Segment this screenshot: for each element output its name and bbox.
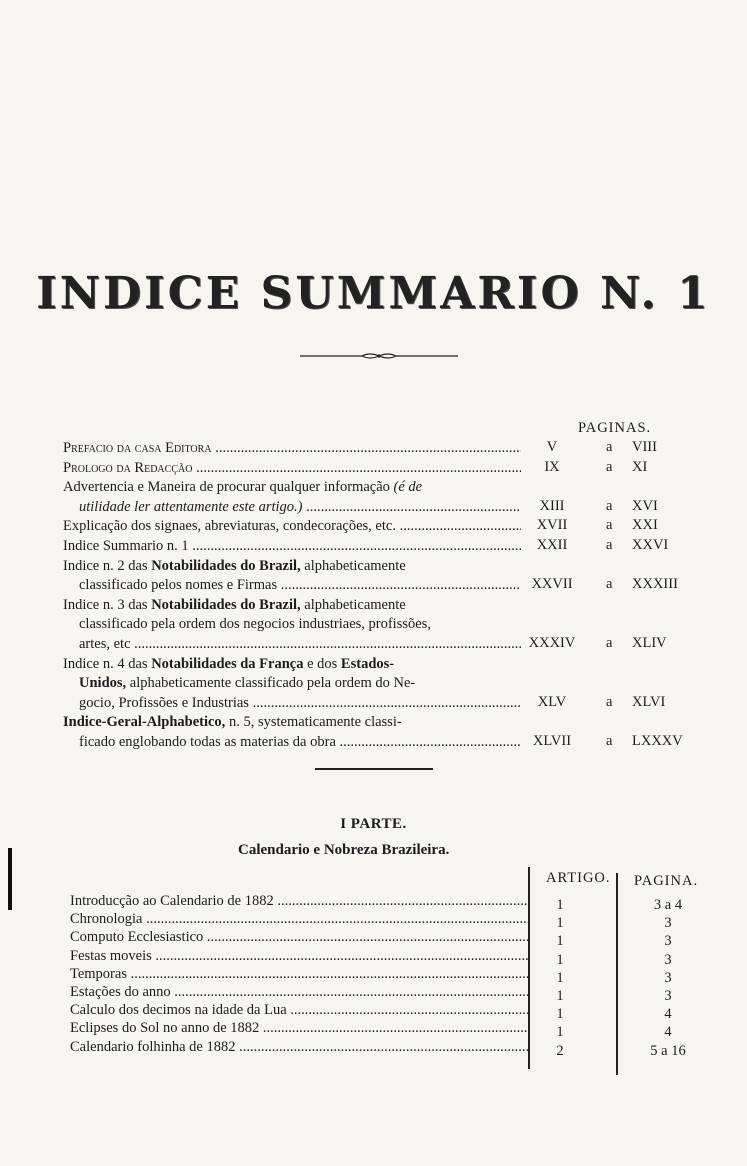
table-row-label: Festas moveis ..... [70, 947, 528, 967]
page-to: LXXXV [632, 733, 683, 749]
table-row-label: Computo Ecclesiastico ..... [70, 928, 528, 948]
table-row-label: Calendario folhinha de 1882 ..... [70, 1038, 528, 1058]
table-row [70, 1001, 528, 1021]
index-entry-line [63, 557, 521, 577]
page-to: XLIV [632, 635, 667, 651]
index-entry [63, 655, 521, 714]
index-entry-text: Unidos, [79, 675, 127, 692]
part-subheading: Calendario e Nobreza Brazileira. [238, 842, 450, 858]
paginas-header: PAGINAS. [578, 420, 652, 436]
page-to: VIII [632, 439, 657, 455]
table-row-label: Calculo dos decimos na idade da Lua ..... [70, 1001, 528, 1021]
index-entry-line [63, 596, 521, 616]
table-row-artigo: 1 [556, 951, 564, 968]
index-entry-text: (é de [393, 479, 423, 496]
page-from: XXII [536, 537, 568, 553]
table-row-pagina: 4 [664, 1024, 672, 1041]
table-row-artigo: 1 [556, 988, 564, 1004]
table-row-label: Introducção ao Calendario de 1882 ..... [70, 892, 528, 912]
index-entry [63, 478, 521, 517]
page-to: XXVI [632, 537, 669, 553]
index-entry-text: e dos [303, 655, 341, 672]
table-row-artigo: 1 [556, 1024, 564, 1041]
table-row-artigo: 1 [556, 969, 564, 986]
page-a: a [606, 517, 613, 534]
index-entry-line [63, 439, 521, 459]
index-entry-text: Prefacio da casa Editora [63, 440, 212, 456]
index-entry-line [63, 615, 521, 635]
page-from: XXXIV [528, 635, 576, 651]
table-row-artigo: 1 [556, 1006, 564, 1023]
table-row-pagina: 3 [664, 933, 672, 950]
index-entry [63, 439, 521, 459]
index-entry-text: alphabeticamente [300, 557, 406, 574]
table-row-pagina: 3 [664, 915, 672, 932]
index-entry-line [63, 635, 521, 655]
index-entry-text: Advertencia e Maneira de procurar qualquer informação [63, 479, 394, 496]
column-rule-2 [616, 873, 618, 1075]
part-heading: I PARTE. [340, 816, 407, 832]
page-from: IX [544, 458, 560, 475]
page-a: a [606, 635, 613, 651]
index-entry-text: Indice n. 4 das [63, 655, 152, 672]
table-row-pagina: 4 [664, 1006, 672, 1023]
index-entry-text: classificado pelos nomes e Firmas [79, 577, 278, 594]
table-row [70, 965, 528, 985]
page-from: XLV [537, 693, 567, 710]
index-entry-text: Explicação dos signaes, abreviaturas, condecorações, etc. [63, 518, 396, 535]
index-entry-text: gocio, Profissões e Industrias [79, 694, 249, 711]
index-entry-text: n. 5, systematicamente classi- [225, 714, 402, 731]
index-entry-text: Prologo da Redacção [63, 459, 193, 476]
page-a: a [606, 576, 613, 593]
page-to: XI [632, 458, 648, 475]
index-entry-line [63, 576, 521, 596]
index-entry [63, 596, 521, 655]
index-entry-text: Estados- [340, 655, 395, 672]
index-entry-line [63, 674, 521, 694]
page-a: a [606, 458, 613, 475]
section-divider [315, 768, 433, 770]
index-entry [63, 713, 521, 752]
index-entry-text: Indice Summario n. 1 [63, 538, 189, 554]
table-row-artigo: 1 [556, 897, 564, 913]
index-entry [63, 459, 521, 479]
table-row [70, 892, 528, 912]
index-entry-line [63, 694, 521, 714]
index-entry-text: Indice n. 3 das [63, 596, 152, 613]
table-row-label: Chronologia ..... [70, 910, 528, 930]
index-entry-text: classificado pela ordem dos negocios industriaes, profissões, [79, 616, 431, 633]
page-from: XXVII [531, 576, 573, 593]
index-entry-line [63, 537, 521, 557]
index-entry-text: Indice n. 2 das [63, 557, 152, 574]
index-entry-text: Notabilidades do Brazil, [151, 596, 301, 613]
page-to: XLVI [632, 693, 666, 710]
column-rule-1 [528, 867, 530, 1069]
table-row-pagina: 3 [664, 951, 672, 968]
page-a: a [606, 537, 613, 553]
table-row-label: Estações do anno ..... [70, 983, 528, 1003]
table-row-label: Temporas ..... [70, 965, 528, 985]
table-row [70, 1038, 528, 1058]
index-entry [63, 537, 521, 557]
index-entry-text: artes, etc [79, 635, 131, 652]
table-row [70, 983, 528, 1003]
page-from: XLVII [532, 733, 572, 749]
index-entry-line [63, 733, 521, 753]
index-entry-text: alphabeticamente [300, 596, 406, 613]
pagina-header: PAGINA. [634, 873, 699, 889]
table-row-pagina: 3 [664, 969, 672, 986]
index-entry-line [63, 459, 521, 479]
index-entry-text: alphabeticamente classificado pela ordem do Ne- [126, 675, 416, 692]
index-entry-text: utilidade ler attentamente este artigo.) [79, 498, 303, 515]
ornament-divider-icon [300, 352, 458, 360]
page-to: XXI [632, 517, 658, 534]
index-entry-line [63, 655, 521, 675]
index-entry-line [63, 498, 521, 518]
page-a: a [606, 693, 613, 710]
index-entry-line [63, 517, 521, 537]
index-entry-text: Indice-Geral-Alphabetico, [63, 714, 226, 731]
page-a: a [606, 497, 613, 514]
index-entry-line [63, 713, 521, 733]
table-row-label: Eclipses do Sol no anno de 1882 ..... [70, 1019, 528, 1039]
page-title: INDICE SUMMARIO N. 1 [36, 268, 711, 319]
index-entry-text: Notabilidades da França [151, 655, 304, 672]
artigo-header: ARTIGO. [546, 870, 611, 886]
margin-mark [8, 848, 12, 910]
table-row-pagina: 3 a 4 [653, 897, 683, 913]
page-from: XIII [539, 497, 565, 514]
page-to: XVI [632, 497, 658, 514]
index-entry [63, 517, 521, 537]
table-row-artigo: 1 [556, 933, 564, 950]
page-to: XXXIII [632, 576, 678, 593]
table-row [70, 1019, 528, 1039]
page-a: a [606, 439, 613, 455]
table-row [70, 928, 528, 948]
table-row-artigo: 2 [556, 1042, 564, 1059]
index-entry-line [63, 478, 521, 498]
table-row-pagina: 3 [664, 988, 672, 1004]
page-a: a [606, 733, 613, 749]
table-row-pagina: 5 a 16 [650, 1042, 686, 1059]
table-row-artigo: 1 [556, 915, 564, 932]
page-from: V [546, 439, 558, 455]
table-row [70, 947, 528, 967]
table-row [70, 910, 528, 930]
index-entry-text: ficado englobando todas as materias da obra [79, 733, 336, 750]
page-from: XVII [536, 517, 568, 534]
index-entry-text: Notabilidades do Brazil, [151, 557, 301, 574]
index-entry [63, 557, 521, 596]
